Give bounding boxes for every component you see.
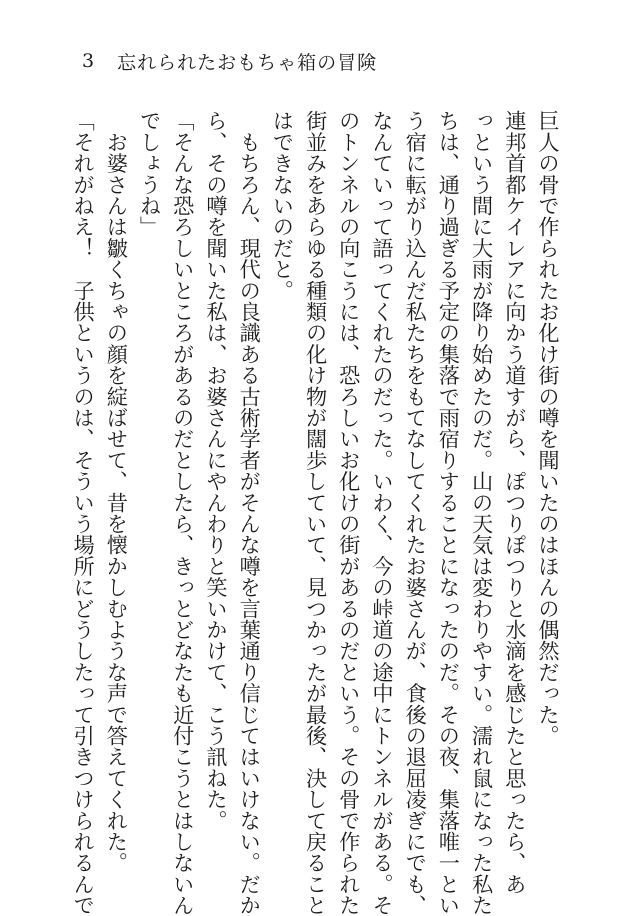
- running-head: [82, 46, 377, 76]
- text-line: ちは、通り過ぎる予定の集落で雨宿りすることになったのだ。その夜、集落唯一とい: [436, 110, 462, 916]
- text-line: なんていって語ってくれたのだった。いわく、今の峠道の途中にトンネルがある。そ: [369, 110, 395, 916]
- text-line: っという間に大雨が降り始めたのだ。山の天気は変わりやすい。濡れ鼠になった私た: [469, 110, 495, 916]
- text-line: 「そんな恐ろしいところがあるのだとしたら、きっとどなたも近付こうとはしないん: [170, 110, 196, 916]
- body-text: [71, 110, 565, 916]
- text-line: 連邦首都ケイレアに向かう道すがら、ぽつりぽつりと水滴を感じたと思ったら、あ: [502, 110, 528, 895]
- text-line: ら、その噂を聞いた私は、お婆さんにやんわりと笑いかけて、こう訊ねた。: [203, 110, 229, 831]
- text-line: はできないのだと。: [270, 110, 296, 301]
- text-line: う宿に転がり込んだ私たちをもてなしてくれたお婆さんが、食後の退屈凌ぎにでも、: [403, 110, 429, 916]
- text-line: もちろん、現代の良識ある古術学者がそんな噂を言葉通り信じてはいけない。だか: [237, 110, 263, 916]
- text-line: 街並みをあらゆる種類の化け物が闊歩していて、見つかったが最後、決して戻ること: [303, 110, 329, 916]
- text-line: のトンネルの向こうには、恐ろしいお化けの街があるのだという。その骨で作られた: [336, 110, 362, 916]
- text-line: 巨人の骨で作られたお化け街の噂を聞いたのはほんの偶然だった。: [536, 110, 561, 746]
- text-line: でしょうね」: [137, 110, 163, 238]
- chapter-title: 忘れられたおもちゃ箱の冒険: [117, 51, 378, 74]
- page-number: 3: [82, 50, 96, 72]
- text-line: お婆さんは皺くちゃの顔を綻ばせて、昔を懐かしむような声で答えてくれた。: [104, 110, 130, 874]
- text-line: 「それがねえ！ 子供というのは、そういう場所にどうしたって引きつけられるんで: [71, 110, 97, 916]
